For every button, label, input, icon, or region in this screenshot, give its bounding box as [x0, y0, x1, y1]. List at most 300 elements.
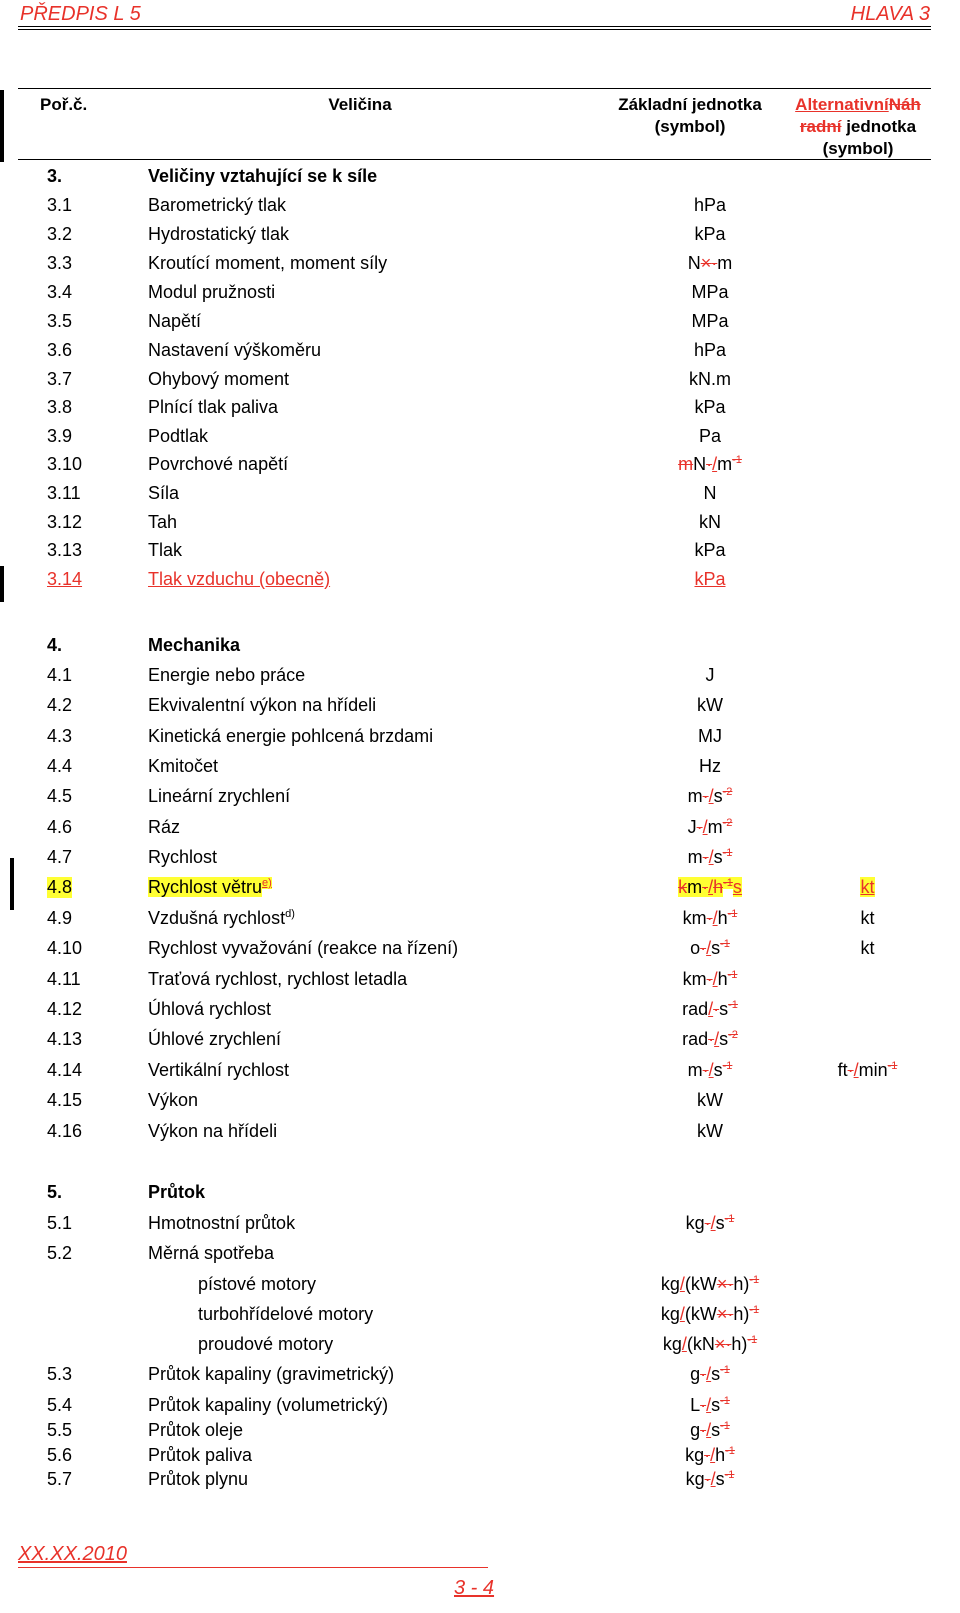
unit-part: kg — [660, 1274, 680, 1294]
table-row — [0, 1029, 960, 1055]
unit-part: -1 — [749, 1274, 760, 1286]
row-number: 4.15 — [47, 1090, 83, 1110]
quantity-name: Průtok paliva — [148, 1445, 253, 1465]
row-number: 3.2 — [47, 224, 73, 244]
table-row — [0, 397, 960, 423]
unit-part: -1 — [724, 1213, 735, 1225]
unit-symbol — [620, 1060, 800, 1081]
column-header-number: Poř.č. — [40, 95, 88, 114]
unit-part: · — [700, 1395, 707, 1415]
column-header-alternative-unit: AlternativníNáh radní jednotka (symbol) — [795, 95, 921, 158]
unit-part: / — [706, 938, 712, 958]
row-number: 3.5 — [47, 311, 73, 331]
unit-part: m — [678, 454, 694, 474]
unit-part: h) — [731, 1334, 748, 1354]
table-row — [0, 1364, 960, 1390]
quantity-name: Napětí — [148, 311, 202, 331]
table-row — [0, 282, 960, 308]
table-row — [0, 786, 960, 812]
row-number: 5. — [47, 1182, 63, 1202]
row-number: 4.1 — [47, 665, 73, 685]
unit-part: · — [702, 877, 709, 897]
quantity-name: Podtlak — [148, 426, 209, 446]
table-row — [0, 224, 960, 250]
unit-part: -1 — [723, 877, 733, 889]
table-row — [0, 569, 960, 595]
table-row — [0, 1243, 960, 1269]
footnote-ref: e) — [262, 877, 272, 889]
unit-part: ft — [837, 1060, 848, 1080]
quantity-name: Rychlost větru$^{e)}$ — [148, 877, 272, 897]
quantity-name: proudové motory — [198, 1334, 334, 1354]
unit-part: · — [711, 253, 718, 273]
unit-part: · — [702, 1060, 709, 1080]
quantity-name: Průtok plynu — [148, 1469, 249, 1489]
unit-symbol — [620, 817, 800, 838]
quantity-name: Ohybový moment — [148, 369, 290, 389]
unit-part: -1 — [724, 1469, 735, 1481]
table-row — [0, 311, 960, 337]
quantity-name: Hmotnostní průtok — [148, 1213, 296, 1233]
unit-symbol: kPa — [694, 569, 726, 589]
table-row — [0, 454, 960, 480]
quantity-name: Energie nebo práce — [148, 665, 306, 685]
table-row — [0, 908, 960, 934]
quantity-name: Úhlová rychlost — [148, 999, 272, 1019]
unit-part: × — [700, 253, 712, 273]
unit-part: / — [710, 1445, 716, 1465]
footer-date: XX.XX.2010 — [18, 1543, 127, 1565]
unit-symbol — [620, 1029, 800, 1050]
row-number: 3.10 — [47, 454, 83, 474]
unit-part: s — [711, 1364, 721, 1384]
unit-part: m — [687, 786, 703, 806]
row-number: 4. — [47, 635, 63, 655]
unit-symbol: J — [705, 665, 715, 685]
unit-part: (kW — [684, 1274, 717, 1294]
unit-symbol — [620, 1274, 800, 1295]
table-row — [0, 512, 960, 538]
unit-symbol: kPa — [694, 540, 726, 560]
unit-part: m — [707, 817, 723, 837]
unit-symbol — [620, 1469, 800, 1490]
unit-symbol — [620, 938, 800, 959]
unit-symbol: MPa — [691, 311, 729, 331]
unit-part: g — [690, 1364, 701, 1384]
unit-symbol — [620, 1334, 800, 1355]
unit-symbol: kW — [697, 1090, 723, 1110]
unit-part: × — [714, 1334, 726, 1354]
quantity-name: Modul pružnosti — [148, 282, 276, 302]
unit-part: · — [696, 817, 703, 837]
row-number: 3.7 — [47, 369, 73, 389]
row-number: 3.11 — [47, 483, 81, 503]
unit-symbol — [620, 454, 800, 475]
unit-part: / — [706, 1364, 712, 1384]
unit-symbol — [620, 908, 800, 929]
quantity-name: Výkon na hřídeli — [148, 1121, 278, 1141]
row-number: 3.1 — [47, 195, 73, 215]
row-number: 3. — [47, 166, 63, 186]
row-number: 5.5 — [47, 1420, 73, 1440]
table-row — [0, 847, 960, 873]
unit-part: s — [711, 938, 721, 958]
unit-part: -1 — [728, 999, 738, 1011]
unit-part: / — [712, 908, 718, 928]
unit-part: / — [708, 999, 714, 1019]
unit-symbol — [620, 999, 800, 1020]
unit-part: / — [712, 969, 718, 989]
quantity-name: Kroutící moment, moment síly — [148, 253, 388, 273]
quantity-name: Průtok oleje — [148, 1420, 244, 1440]
table-row — [0, 1090, 960, 1116]
unit-part: / — [681, 1334, 687, 1354]
table-row — [0, 1274, 960, 1300]
quantity-name: Vzdušná rychlost$^{d)}$ — [148, 908, 295, 928]
table-row — [0, 665, 960, 691]
unit-part: -1 — [722, 1060, 733, 1072]
row-number: 3.12 — [47, 512, 83, 532]
table-row — [0, 1121, 960, 1147]
unit-part: rad — [682, 1029, 709, 1049]
unit-part: / — [706, 1395, 712, 1415]
quantity-name: Nastavení výškoměru — [148, 340, 322, 360]
unit-part: -1 — [727, 908, 738, 920]
quantity-name: pístové motory — [198, 1274, 317, 1294]
table-row — [0, 1334, 960, 1360]
quantity-name: Traťová rychlost, rychlost letadla — [148, 969, 408, 989]
unit-part: / — [708, 847, 714, 867]
unit-part: km — [682, 908, 707, 928]
unit-part: -1 — [727, 969, 738, 981]
row-number: 4.2 — [47, 695, 73, 715]
unit-part: / — [710, 1469, 716, 1489]
quantity-name: turbohřídelové motory — [198, 1304, 374, 1324]
row-number: 5.2 — [47, 1243, 73, 1263]
unit-part: h — [717, 908, 728, 928]
unit-part: h) — [733, 1274, 750, 1294]
unit-part: -1 — [720, 1364, 730, 1376]
unit-part: N — [693, 454, 707, 474]
unit-part: · — [700, 1420, 707, 1440]
quantity-name: Kmitočet — [148, 756, 219, 776]
quantity-name: Průtok — [148, 1182, 206, 1202]
unit-part: s — [711, 1420, 721, 1440]
quantity-name: Průtok kapaliny (gravimetrický) — [148, 1364, 395, 1384]
unit-part: / — [679, 1274, 685, 1294]
unit-part: -1 — [722, 847, 733, 859]
row-number: 5.3 — [47, 1364, 73, 1384]
unit-part: / — [712, 454, 718, 474]
unit-part: -1 — [747, 1334, 758, 1346]
row-number: 4.11 — [47, 969, 81, 989]
unit-symbol — [620, 1304, 800, 1325]
unit-symbol: MJ — [698, 726, 722, 746]
unit-part: s — [715, 1213, 725, 1233]
unit-part: o — [690, 938, 701, 958]
unit-part: m — [687, 1060, 703, 1080]
unit-part: · — [713, 999, 720, 1019]
alternative-unit: kt — [860, 877, 875, 897]
table-row — [0, 1213, 960, 1239]
row-number: 4.5 — [47, 786, 73, 806]
unit-part: -1 — [749, 1304, 760, 1316]
table-row — [0, 1469, 960, 1495]
alternative-unit — [800, 1060, 935, 1081]
quantity-name: Barometrický tlak — [148, 195, 287, 215]
unit-part: s — [715, 1469, 725, 1489]
unit-part: · — [706, 454, 713, 474]
table-row — [0, 426, 960, 452]
unit-part: · — [706, 969, 713, 989]
unit-part: s — [719, 1029, 729, 1049]
quantity-name: Hydrostatický tlak — [148, 224, 290, 244]
table-row — [0, 1395, 960, 1421]
table-row — [0, 999, 960, 1025]
unit-part: h — [715, 1445, 726, 1465]
row-number: 3.8 — [47, 397, 73, 417]
unit-part: kg — [685, 1213, 705, 1233]
section-heading-row — [0, 166, 960, 192]
unit-part: · — [725, 1334, 732, 1354]
unit-part: km — [682, 969, 707, 989]
quantity-name: Úhlové zrychlení — [148, 1029, 282, 1049]
row-number: 5.4 — [47, 1395, 73, 1415]
quantity-name: Ráz — [148, 817, 181, 837]
unit-part: s — [711, 1395, 721, 1415]
unit-symbol: MPa — [691, 282, 729, 302]
row-number: 4.4 — [47, 756, 73, 776]
unit-symbol: kPa — [694, 224, 726, 244]
row-number: 5.7 — [47, 1469, 73, 1489]
unit-part: k — [678, 877, 688, 897]
quantity-name: Kinetická energie pohlcená brzdami — [148, 726, 434, 746]
unit-part: J — [687, 817, 697, 837]
unit-part: -1 — [725, 1445, 735, 1457]
unit-symbol — [620, 1213, 800, 1234]
row-number: 4.8 — [47, 877, 73, 897]
section-heading-row — [0, 1182, 960, 1208]
unit-part: · — [727, 1274, 734, 1294]
table-row — [0, 1445, 960, 1471]
unit-part: · — [704, 1469, 711, 1489]
unit-part: h — [713, 877, 724, 897]
table-row — [0, 695, 960, 721]
header-document-title: PŘEDPIS L 5 — [20, 3, 141, 25]
row-number: 5.6 — [47, 1445, 73, 1465]
row-number: 3.6 — [47, 340, 73, 360]
quantity-name: Tlak — [148, 540, 183, 560]
unit-part: · — [727, 1304, 734, 1324]
unit-part: min — [858, 1060, 888, 1080]
unit-symbol — [620, 1395, 800, 1416]
column-header-unit: Základní jednotka (symbol) — [618, 95, 762, 136]
unit-part: · — [700, 938, 707, 958]
unit-part: (kN — [686, 1334, 715, 1354]
unit-symbol — [620, 1364, 800, 1385]
footer-rule — [18, 1567, 488, 1568]
unit-symbol: N — [703, 483, 717, 503]
unit-symbol — [620, 1420, 800, 1441]
unit-part: · — [708, 1029, 715, 1049]
table-row — [0, 483, 960, 509]
table-top-rule — [18, 88, 931, 89]
row-number: 4.12 — [47, 999, 83, 1019]
unit-part: · — [702, 786, 709, 806]
unit-part: -1 — [720, 1395, 730, 1407]
quantity-name: Tlak vzduchu (obecně) — [148, 569, 331, 589]
quantity-name: Vertikální rychlost — [148, 1060, 290, 1080]
unit-part: (kW — [684, 1304, 717, 1324]
quantity-name: Měrná spotřeba — [148, 1243, 275, 1263]
unit-symbol — [620, 877, 800, 898]
unit-symbol: kPa — [694, 397, 726, 417]
table-row — [0, 969, 960, 995]
unit-part: × — [716, 1274, 728, 1294]
section-heading-row — [0, 635, 960, 661]
unit-part: kg — [685, 1445, 705, 1465]
header-rule — [18, 26, 931, 27]
table-row — [0, 756, 960, 782]
unit-part: kg — [660, 1304, 680, 1324]
quantity-name: Výkon — [148, 1090, 199, 1110]
unit-part: -1 — [720, 1420, 730, 1432]
row-number: 3.4 — [47, 282, 73, 302]
change-bar — [0, 90, 4, 162]
unit-part: h) — [733, 1304, 750, 1324]
quantity-name: Mechanika — [148, 635, 241, 655]
table-row — [0, 195, 960, 221]
unit-part: · — [704, 1213, 711, 1233]
table-row — [0, 253, 960, 279]
quantity-name: Průtok kapaliny (volumetrický) — [148, 1395, 389, 1415]
unit-part: L — [690, 1395, 701, 1415]
header-chapter: HLAVA 3 — [850, 3, 930, 25]
footnote-ref: d) — [285, 908, 295, 920]
unit-part: m — [717, 454, 733, 474]
unit-symbol: hPa — [693, 340, 727, 360]
row-number: 4.3 — [47, 726, 73, 746]
quantity-name: Tah — [148, 512, 178, 532]
unit-part: / — [702, 817, 708, 837]
unit-symbol: kN — [699, 512, 721, 532]
unit-symbol — [620, 1445, 800, 1466]
quantity-name: Lineární zrychlení — [148, 786, 291, 806]
row-number: 3.14 — [47, 569, 83, 589]
table-row — [0, 1060, 960, 1086]
table-row — [0, 340, 960, 366]
table-row — [0, 726, 960, 752]
unit-symbol: hPa — [693, 195, 727, 215]
unit-part: -2 — [722, 817, 733, 829]
unit-symbol: kN.m — [689, 369, 731, 389]
unit-part: m — [687, 847, 703, 867]
table-row — [0, 540, 960, 566]
row-number: 5.1 — [47, 1213, 73, 1233]
unit-part: -1 — [887, 1060, 898, 1072]
unit-symbol — [620, 847, 800, 868]
unit-part: × — [716, 1304, 728, 1324]
unit-part: / — [708, 877, 714, 897]
unit-part: / — [853, 1060, 859, 1080]
unit-part: · — [704, 1445, 711, 1465]
row-number: 3.13 — [47, 540, 83, 560]
unit-part: -1 — [732, 454, 742, 466]
unit-part: · — [700, 1364, 707, 1384]
unit-part: m — [717, 253, 733, 273]
row-number: 4.14 — [47, 1060, 83, 1080]
table-row — [0, 1304, 960, 1330]
column-header-quantity: Veličina — [328, 95, 392, 114]
unit-part: / — [708, 1060, 714, 1080]
row-number: 4.13 — [47, 1029, 83, 1049]
unit-part: / — [708, 786, 714, 806]
unit-part: g — [690, 1420, 701, 1440]
unit-part: / — [706, 1420, 712, 1440]
quantity-name: Síla — [148, 483, 180, 503]
unit-part: / — [714, 1029, 720, 1049]
quantity-name: Ekvivalentní výkon na hřídeli — [148, 695, 377, 715]
row-number: 3.9 — [47, 426, 73, 446]
unit-symbol: kW — [697, 1121, 723, 1141]
unit-symbol: Pa — [698, 426, 722, 446]
quantity-name: Veličiny vztahující se k síle — [148, 166, 378, 186]
row-number: 4.7 — [47, 847, 73, 867]
unit-symbol — [620, 969, 800, 990]
unit-part: h — [717, 969, 728, 989]
unit-symbol: Hz — [699, 756, 721, 776]
unit-part: -2 — [722, 786, 733, 798]
quantity-name: Povrchové napětí — [148, 454, 289, 474]
unit-symbol — [620, 786, 800, 807]
table-row — [0, 938, 960, 964]
unit-part: · — [847, 1060, 854, 1080]
row-number: 4.9 — [47, 908, 73, 928]
row-number: 4.6 — [47, 817, 73, 837]
table-row — [0, 1420, 960, 1446]
unit-part: kg — [662, 1334, 682, 1354]
unit-part: rad — [682, 999, 709, 1019]
unit-part: kg — [685, 1469, 705, 1489]
unit-part: / — [679, 1304, 685, 1324]
quantity-name: Rychlost — [148, 847, 218, 867]
unit-part: s — [713, 847, 723, 867]
unit-part: s — [713, 1060, 723, 1080]
alternative-unit: kt — [860, 908, 875, 928]
unit-part: m — [687, 877, 703, 897]
table-row — [0, 369, 960, 395]
header-rule-2 — [18, 29, 931, 30]
unit-part: / — [710, 1213, 716, 1233]
unit-part: s — [719, 999, 729, 1019]
row-number: 3.3 — [47, 253, 73, 273]
unit-part: -1 — [720, 938, 730, 950]
table-row — [0, 817, 960, 843]
unit-part: N — [687, 253, 701, 273]
row-number: 4.16 — [47, 1121, 83, 1141]
table-row — [0, 877, 960, 903]
row-number: 4.10 — [47, 938, 83, 958]
footer-page-number: 3 - 4 — [454, 1577, 495, 1599]
unit-symbol — [620, 253, 800, 274]
unit-part: s — [713, 786, 723, 806]
unit-symbol: kW — [697, 695, 723, 715]
unit-part: -2 — [728, 1029, 738, 1041]
unit-part: · — [702, 847, 709, 867]
unit-part: · — [706, 908, 713, 928]
alternative-unit: kt — [860, 938, 875, 958]
unit-part: s — [732, 877, 742, 897]
